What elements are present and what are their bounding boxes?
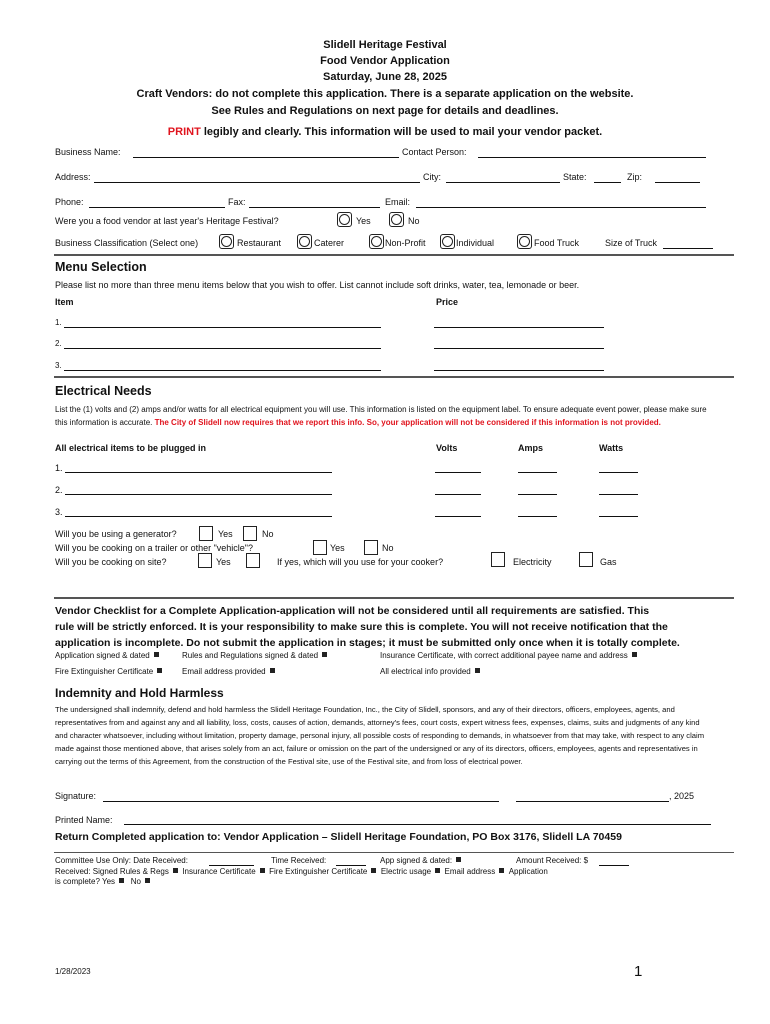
electrical-item-field-1[interactable] <box>65 472 332 473</box>
address-label: Address: <box>55 172 91 182</box>
gas-label: Gas <box>600 557 617 567</box>
checklist-item <box>380 667 480 676</box>
print-word: PRINT <box>167 126 201 138</box>
indemnity-text: The undersigned shall indemnify, defend and hold harmless the Slidell Heritage Foundation, Inc., the City of Slidell, sponsors, and any of their directors, officers, employees, agents, and representatives from and against any and all liability, loss, costs, causes of action, demands, attorney's fees, court costs, expert witness fees, expenses, claims, suits and judgments of any kind and character whatsoever, including without limitation, property damage, personal injury, all possible costs of responding to demands, in whatsoever from that may take, with respect to any claim made against those mentioned above, that arises solely from an act, failure or omission on the part of the undersigned or any of its directors, officers, employees, agents and representatives in carrying out the terms of this Agreement, from the construction of the Festival site, use of the Festival site, and from loss of electrical power. <box>55 705 705 766</box>
onsite-yes-checkbox[interactable] <box>198 553 212 568</box>
signature-date-field[interactable] <box>516 801 669 802</box>
rules-notice: See Rules and Regulations on next page for details and deadlines. <box>211 105 559 117</box>
fax-field[interactable] <box>249 207 380 208</box>
phone-field[interactable] <box>89 207 225 208</box>
amps-field-3[interactable] <box>518 516 557 517</box>
signature-label: Signature: <box>55 791 97 801</box>
electrical-items-header: All electrical items to be plugged in <box>55 443 207 453</box>
volts-field-2[interactable] <box>435 494 481 495</box>
amps-field-2[interactable] <box>518 494 557 495</box>
bullet-square-icon <box>157 668 162 673</box>
electrical-row-number: 2. <box>55 485 63 495</box>
generator-no-label: No <box>262 529 274 539</box>
checklist-item-text: Email address provided <box>182 667 266 676</box>
business-name-label: Business Name: <box>55 147 121 157</box>
electrical-row-number: 1. <box>55 463 63 473</box>
zip-field[interactable] <box>655 182 700 183</box>
amps-header: Amps <box>518 443 544 453</box>
committee-no-text: No <box>130 877 141 886</box>
printed-name-field[interactable] <box>124 824 711 825</box>
form-title: Food Vendor Application <box>320 55 450 67</box>
volts-field-3[interactable] <box>435 516 481 517</box>
amps-field-1[interactable] <box>518 472 557 473</box>
checklist-stages-line: application is incomplete. Do not submit the application in stages; it must be submitted only once when it is totally complete. <box>55 637 680 649</box>
electrical-item-field-3[interactable] <box>65 516 332 517</box>
printed-name-label: Printed Name: <box>55 815 113 825</box>
committee-amount-label: Amount Received: $ <box>516 856 589 865</box>
electricity-label: Electricity <box>513 557 552 567</box>
business-name-field[interactable] <box>133 157 399 158</box>
cooker-question: If yes, which will you use for your cooker? <box>277 557 444 567</box>
committee-email-text: Email address <box>444 867 496 876</box>
print-notice <box>0 126 770 138</box>
revision-date: 1/28/2023 <box>55 967 91 976</box>
checklist-item-text: Insurance Certificate, with correct additional payee name and address <box>380 651 628 660</box>
checklist-item-text: All electrical info provided <box>380 667 471 676</box>
page-number: 1 <box>634 963 643 980</box>
section-divider <box>54 852 734 853</box>
checklist-rule-line: rule will be strictly enforced. It is your responsibility to make sure this is complete. You will not receive notification that the <box>55 621 668 633</box>
return-address: Return Completed application to: Vendor Application – Slidell Heritage Foundation, PO Box 3176, Slidell LA 70459 <box>55 831 622 843</box>
checklist-item-text: Application signed & dated <box>55 651 150 660</box>
prior-vendor-yes-label: Yes <box>356 216 371 226</box>
bullet-square-icon <box>119 878 124 883</box>
menu-price-header: Price <box>436 297 459 307</box>
electrical-item-field-2[interactable] <box>65 494 332 495</box>
bullet-square-icon <box>270 668 275 673</box>
craft-vendor-notice: Craft Vendors: do not complete this application. There is a separate application on the website. <box>136 88 634 100</box>
bullet-square-icon <box>260 868 265 873</box>
prior-vendor-no-radio[interactable] <box>389 212 404 227</box>
trailer-no-checkbox[interactable] <box>364 540 378 555</box>
fax-label: Fax: <box>228 197 246 207</box>
committee-complete-row <box>55 877 150 886</box>
prior-vendor-yes-radio[interactable] <box>337 212 352 227</box>
prior-vendor-question: Were you a food vendor at last year's Heritage Festival? <box>55 216 279 226</box>
committee-received-text: Received: Signed Rules & Regs <box>55 867 169 876</box>
nonprofit-radio[interactable] <box>369 234 384 249</box>
committee-fire-text: Fire Extinguisher Certificate <box>269 867 368 876</box>
prior-vendor-no-label: No <box>408 216 420 226</box>
committee-received-row <box>55 867 548 876</box>
generator-question: Will you be using a generator? <box>55 529 177 539</box>
festival-title: Slidell Heritage Festival <box>323 39 447 51</box>
bullet-square-icon <box>173 868 178 873</box>
bullet-square-icon <box>154 652 159 657</box>
committee-electric-text: Electric usage <box>380 867 432 876</box>
volts-header: Volts <box>436 443 458 453</box>
generator-yes-checkbox[interactable] <box>199 526 213 541</box>
bullet-square-icon <box>145 878 150 883</box>
size-of-truck-field[interactable] <box>663 248 713 249</box>
checklist-title <box>55 605 649 617</box>
menu-section-title: Menu Selection <box>55 260 147 274</box>
generator-no-checkbox[interactable] <box>243 526 257 541</box>
caterer-label: Caterer <box>314 238 345 248</box>
restaurant-radio[interactable] <box>219 234 234 249</box>
section-divider <box>54 597 734 599</box>
watts-field-1[interactable] <box>599 472 638 473</box>
bullet-square-icon <box>499 868 504 873</box>
phone-label: Phone: <box>55 197 84 207</box>
committee-application-text: Application <box>508 867 548 876</box>
electrical-section-title: Electrical Needs <box>55 384 152 398</box>
generator-yes-label: Yes <box>218 529 233 539</box>
bullet-square-icon <box>475 668 480 673</box>
indemnity-section-title: Indemnity and Hold Harmless <box>55 686 224 700</box>
onsite-no-checkbox[interactable] <box>246 553 260 568</box>
checklist-item <box>182 667 275 676</box>
menu-price-field-1[interactable] <box>434 327 604 328</box>
bullet-square-icon <box>371 868 376 873</box>
committee-app-signed-label <box>380 856 461 865</box>
onsite-question: Will you be cooking on site? <box>55 557 167 567</box>
menu-item-header: Item <box>55 297 74 307</box>
classification-label: Business Classification (Select one) <box>55 238 199 248</box>
individual-label: Individual <box>456 238 495 248</box>
menu-item-field-3[interactable] <box>64 370 381 371</box>
checklist-item-text: Fire Extinguisher Certificate <box>55 667 154 676</box>
checklist-item <box>380 651 637 660</box>
checklist-item <box>55 667 162 676</box>
event-date: Saturday, June 28, 2025 <box>323 71 447 83</box>
food-truck-radio[interactable] <box>517 234 532 249</box>
size-of-truck-label: Size of Truck <box>605 238 658 248</box>
electricity-checkbox[interactable] <box>491 552 505 567</box>
committee-label: Committee Use Only: Date Received: <box>55 856 188 865</box>
checklist-item <box>55 651 159 660</box>
checklist-item-text: Rules and Regulations signed & dated <box>182 651 319 660</box>
electrical-row-number: 3. <box>55 507 63 517</box>
volts-field-1[interactable] <box>435 472 481 473</box>
section-divider <box>54 376 734 378</box>
electrical-requirement-notice: The City of Slidell now requires that we report this info. So, your application will not be considered if this information is not provided. <box>154 418 661 427</box>
trailer-question: Will you be cooking on a trailer or other "vehicle"? <box>55 543 253 553</box>
committee-time-field[interactable] <box>336 865 366 866</box>
state-label: State: <box>563 172 587 182</box>
menu-instructions: Please list no more than three menu items below that you wish to offer. List cannot include soft drinks, water, tea, lemonade or beer. <box>55 280 580 290</box>
signature-year: , 2025 <box>669 791 695 801</box>
email-label: Email: <box>385 197 411 207</box>
food-truck-label: Food Truck <box>534 238 580 248</box>
bullet-square-icon <box>632 652 637 657</box>
checklist-item <box>182 651 327 660</box>
zip-label: Zip: <box>627 172 643 182</box>
menu-row-number: 1. <box>55 318 62 327</box>
state-field[interactable] <box>594 182 621 183</box>
trailer-yes-checkbox[interactable] <box>313 540 327 555</box>
print-rest: legibly and clearly. This information will be used to mail your vendor packet. <box>200 126 603 138</box>
nonprofit-label: Non-Profit <box>385 238 426 248</box>
trailer-no-label: No <box>382 543 394 553</box>
electrical-instructions-text: List the (1) volts and (2) amps and/or watts for all electrical equipment you will use. This information is listed on the equipment label. To ensure adequate event power, please make sure this information is accurate. <box>55 405 707 427</box>
city-field[interactable] <box>446 182 560 183</box>
onsite-yes-label: Yes <box>216 557 231 567</box>
committee-insurance-text: Insurance Certificate <box>182 867 256 876</box>
contact-person-field[interactable] <box>478 157 706 158</box>
checklist-title-rest: application will not be considered until all requirements are satisfied. This <box>279 605 650 617</box>
checklist-title-lead: Vendor Checklist for a Complete Application- <box>55 605 280 617</box>
committee-amount-field[interactable] <box>599 865 629 866</box>
menu-item-field-1[interactable] <box>64 327 381 328</box>
electrical-instructions <box>55 403 715 429</box>
contact-person-label: Contact Person: <box>402 147 467 157</box>
address-field[interactable] <box>94 182 420 183</box>
watts-field-3[interactable] <box>599 516 638 517</box>
section-divider <box>54 254 734 256</box>
trailer-yes-label: Yes <box>330 543 345 553</box>
city-label: City: <box>423 172 441 182</box>
bullet-square-icon <box>435 868 440 873</box>
committee-date-field[interactable] <box>209 865 254 866</box>
gas-checkbox[interactable] <box>579 552 593 567</box>
menu-row-number: 3. <box>55 361 62 370</box>
menu-row-number: 2. <box>55 339 62 348</box>
committee-complete-text: is complete? Yes <box>55 877 116 886</box>
individual-radio[interactable] <box>440 234 455 249</box>
menu-price-field-3[interactable] <box>434 370 604 371</box>
committee-time-label: Time Received: <box>271 856 327 865</box>
watts-header: Watts <box>599 443 624 453</box>
menu-price-field-2[interactable] <box>434 348 604 349</box>
bullet-square-icon <box>456 857 461 862</box>
committee-app-signed-text: App signed & dated: <box>380 856 453 865</box>
watts-field-2[interactable] <box>599 494 638 495</box>
bullet-square-icon <box>322 652 327 657</box>
email-field[interactable] <box>416 207 706 208</box>
restaurant-label: Restaurant <box>237 238 282 248</box>
signature-field[interactable] <box>103 801 499 802</box>
caterer-radio[interactable] <box>297 234 312 249</box>
menu-item-field-2[interactable] <box>64 348 381 349</box>
